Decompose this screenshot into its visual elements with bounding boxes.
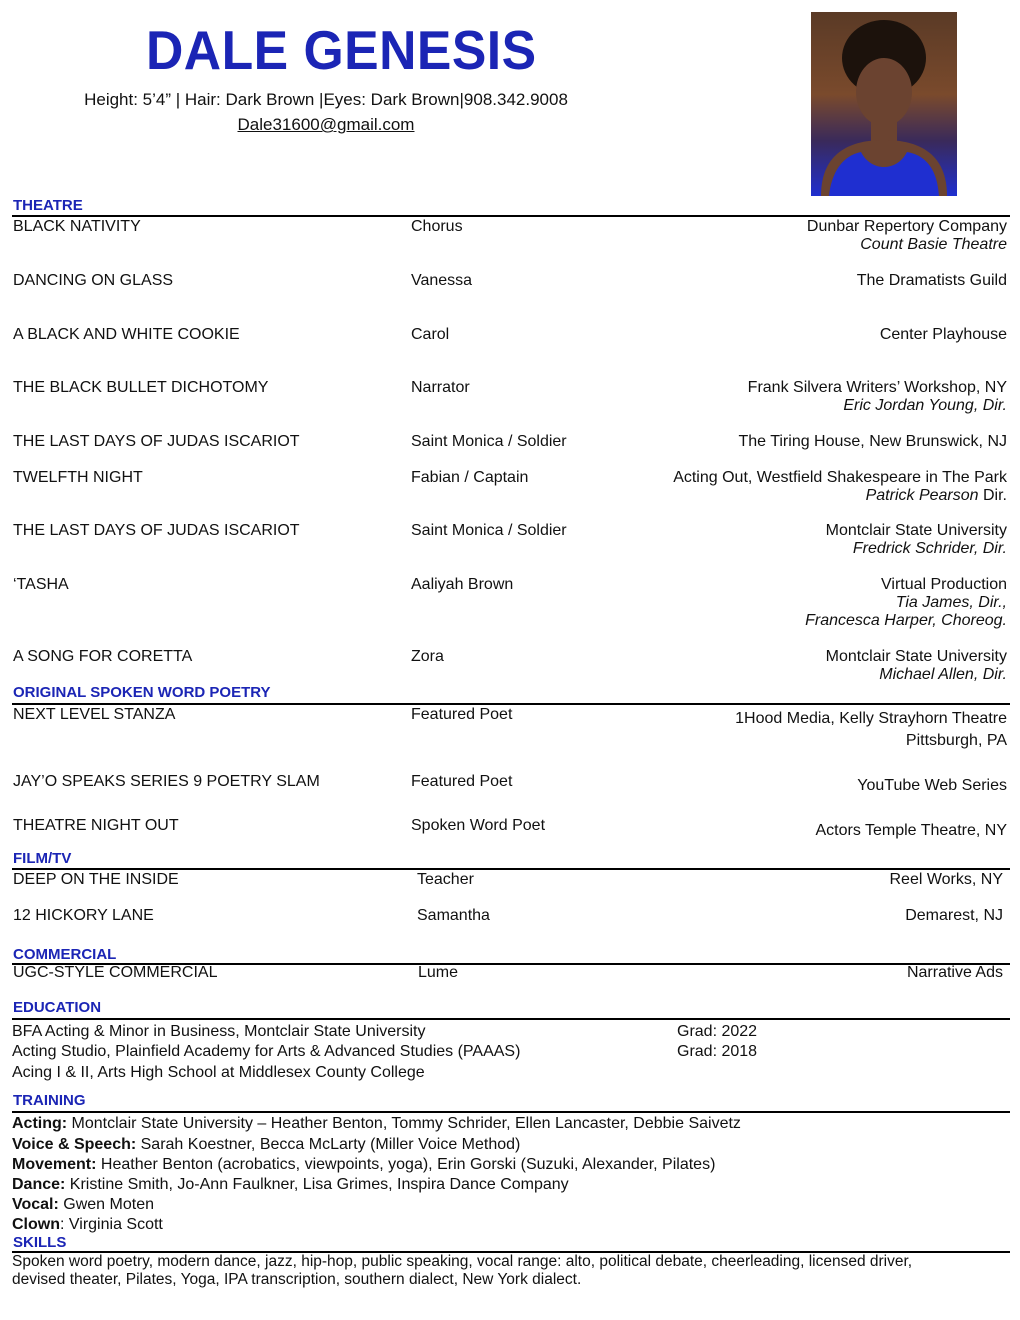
training-label: Voice & Speech: — [12, 1136, 137, 1153]
section-title-skills: SKILLS — [13, 1234, 67, 1251]
credit-role: Saint Monica / Soldier — [411, 522, 567, 539]
stats-line: Height: 5’4” | Hair: Dark Brown |Eyes: Dark Brown|908.342.9008 — [84, 90, 568, 109]
section-title-film: FILM/TV — [13, 850, 72, 867]
skills-line-2: devised theater, Pilates, Yoga, IPA transcription, southern dialect, New York dialect. — [12, 1271, 582, 1288]
training-text: Montclair State University – Heather Benton, Tommy Schrider, Ellen Lancaster, Debbie Saivetz — [67, 1115, 741, 1132]
credit-venue: Narrative Ads — [906, 964, 1003, 981]
credit-role: Zora — [411, 648, 444, 665]
section-rule — [12, 1018, 1010, 1020]
credit-venue: Virtual Production — [881, 576, 1007, 593]
credit-note — [866, 487, 1007, 505]
section-title-theatre: THEATRE — [13, 197, 83, 214]
training-item — [12, 1176, 569, 1194]
training-item — [12, 1216, 163, 1234]
education-text: Acing I & II, Arts High School at Middlesex County College — [12, 1064, 425, 1081]
credit-role: Carol — [411, 326, 450, 343]
email-link[interactable]: Dale31600@gmail.com — [237, 115, 415, 134]
credit-venue-2: Pittsburgh, PA — [905, 732, 1007, 749]
credit-note-2: Francesca Harper, Choreog. — [805, 612, 1007, 629]
credit-title: JAY’O SPEAKS SERIES 9 POETRY SLAM — [13, 773, 320, 790]
credit-title: TWELFTH NIGHT — [13, 469, 143, 486]
training-item — [12, 1115, 741, 1133]
credit-note-director: Patrick Pearson — [865, 487, 979, 504]
section-title-education: EDUCATION — [13, 999, 102, 1016]
training-text: Heather Benton (acrobatics, viewpoints, yoga), Erin Gorski (Suzuki, Alexander, Pilates) — [96, 1156, 716, 1173]
credit-role: Chorus — [411, 218, 463, 235]
training-label: Dance: — [12, 1176, 66, 1193]
credit-venue: Frank Silvera Writers’ Workshop, NY — [747, 379, 1007, 396]
credit-title: DEEP ON THE INSIDE — [13, 871, 179, 888]
credit-role: Samantha — [417, 907, 490, 924]
credit-role: Vanessa — [411, 272, 473, 289]
credit-title: THEATRE NIGHT OUT — [13, 817, 179, 834]
section-title-poetry: ORIGINAL SPOKEN WORD POETRY — [13, 684, 271, 701]
credit-venue: Acting Out, Westfield Shakespeare in The Park — [673, 469, 1007, 486]
section-rule — [12, 868, 1010, 870]
credit-title: BLACK NATIVITY — [13, 218, 141, 235]
training-item — [12, 1136, 520, 1154]
credit-title: NEXT LEVEL STANZA — [13, 706, 176, 723]
training-item — [12, 1196, 154, 1214]
training-text: Gwen Moten — [58, 1196, 154, 1213]
credit-role: Featured Poet — [411, 706, 513, 723]
training-text: Kristine Smith, Jo-Ann Faulkner, Lisa Grimes, Inspira Dance Company — [65, 1176, 569, 1193]
credit-note: Fredrick Schrider, Dir. — [852, 540, 1007, 557]
credit-role: Aaliyah Brown — [411, 576, 514, 593]
credit-title: A BLACK AND WHITE COOKIE — [13, 326, 240, 343]
credit-title: DANCING ON GLASS — [13, 272, 174, 289]
credit-venue: YouTube Web Series — [857, 777, 1007, 794]
credit-venue: Actors Temple Theatre, NY — [815, 822, 1007, 839]
section-rule — [12, 215, 1010, 217]
credit-venue: Dunbar Repertory Company — [806, 218, 1007, 235]
credit-title: UGC-STYLE COMMERCIAL — [13, 964, 218, 981]
training-label: Clown — [12, 1216, 60, 1233]
credit-note: Tia James, Dir., — [895, 594, 1007, 611]
section-rule — [12, 703, 1010, 705]
credit-venue: Demarest, NJ — [905, 907, 1003, 924]
training-label: Movement: — [12, 1156, 97, 1173]
training-label: Acting: — [12, 1115, 68, 1132]
credit-title: THE LAST DAYS OF JUDAS ISCARIOT — [13, 433, 300, 450]
credit-venue: The Tiring House, New Brunswick, NJ — [738, 433, 1007, 450]
credit-title: THE BLACK BULLET DICHOTOMY — [13, 379, 269, 396]
credit-role: Lume — [418, 964, 459, 981]
credit-venue: Montclair State University — [825, 648, 1007, 665]
credit-title: ‘TASHA — [13, 576, 69, 593]
education-text: BFA Acting & Minor in Business, Montclair State University — [12, 1023, 426, 1040]
section-title-commercial: COMMERCIAL — [13, 946, 117, 963]
headshot-photo — [811, 12, 957, 196]
credit-role: Spoken Word Poet — [411, 817, 546, 834]
education-grad: Grad: 2018 — [677, 1043, 758, 1060]
credit-role: Narrator — [411, 379, 470, 396]
credit-role: Fabian / Captain — [411, 469, 529, 486]
skills-line-1: Spoken word poetry, modern dance, jazz, hip-hop, public speaking, vocal range: alto, political debate, cheerleading, licensed driver, — [12, 1253, 913, 1270]
credit-note-suffix: Dir. — [978, 487, 1007, 504]
resume-name: DALE GENESIS — [146, 19, 537, 81]
credit-role: Saint Monica / Soldier — [411, 433, 567, 450]
credit-venue: Center Playhouse — [879, 326, 1007, 343]
training-label: Vocal: — [12, 1196, 59, 1213]
credit-title: 12 HICKORY LANE — [13, 907, 154, 924]
section-rule — [12, 1111, 1010, 1113]
credit-title: THE LAST DAYS OF JUDAS ISCARIOT — [13, 522, 300, 539]
education-text: Acting Studio, Plainfield Academy for Arts & Advanced Studies (PAAAS) — [12, 1043, 521, 1060]
credit-venue: The Dramatists Guild — [856, 272, 1007, 289]
credit-note: Count Basie Theatre — [860, 236, 1007, 253]
education-grad: Grad: 2022 — [677, 1023, 758, 1040]
credit-venue: 1Hood Media, Kelly Strayhorn Theatre — [735, 710, 1007, 727]
email-line — [0, 115, 652, 135]
credit-venue: Montclair State University — [825, 522, 1007, 539]
credit-note: Michael Allen, Dir. — [879, 666, 1007, 683]
credit-role: Teacher — [417, 871, 474, 888]
training-text: Sarah Koestner, Becca McLarty (Miller Voice Method) — [136, 1136, 521, 1153]
training-text: : Virginia Scott — [60, 1216, 163, 1233]
credit-note: Eric Jordan Young, Dir. — [843, 397, 1007, 414]
credit-venue: Reel Works, NY — [889, 871, 1003, 888]
training-item — [12, 1156, 715, 1174]
credit-role: Featured Poet — [411, 773, 513, 790]
credit-title: A SONG FOR CORETTA — [13, 648, 193, 665]
section-title-training: TRAINING — [13, 1092, 86, 1109]
